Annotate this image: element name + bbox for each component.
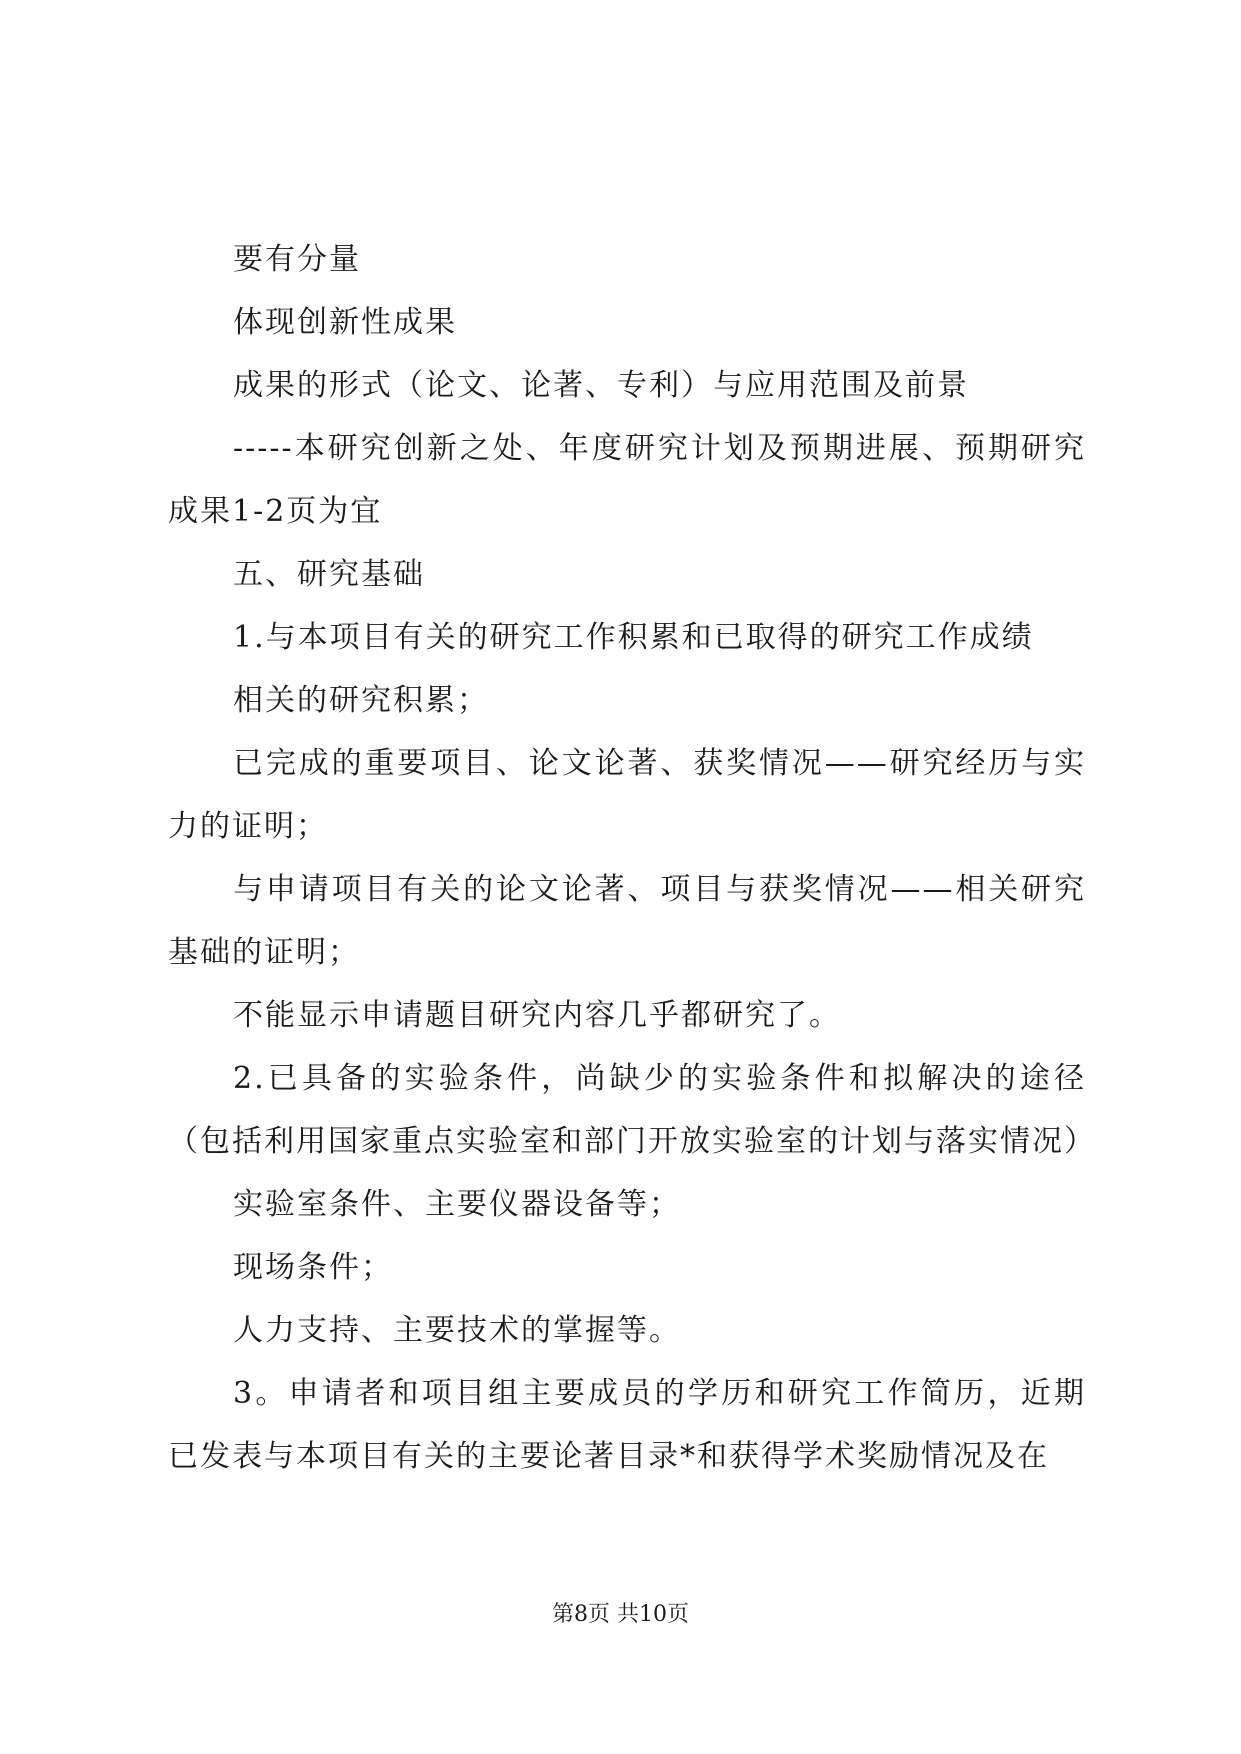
paragraph: 实验室条件、主要仪器设备等； — [233, 1187, 681, 1222]
paragraph: 1.与本项目有关的研究工作积累和已取得的研究工作成绩 — [233, 620, 1034, 655]
page-number-label: 第8页 共10页 — [552, 1602, 689, 1627]
paragraph: 现场条件； — [233, 1250, 393, 1285]
paragraph: 体现创新性成果 — [233, 305, 457, 340]
paragraph: 已完成的重要项目、论文论著、获奖情况——研究经历与实力的证明； — [168, 746, 1086, 844]
paragraph: 人力支持、主要技术的掌握等。 — [233, 1313, 681, 1348]
paragraph: 要有分量 — [233, 242, 361, 277]
paragraph: 与申请项目有关的论文论著、项目与获奖情况——相关研究基础的证明； — [168, 872, 1086, 970]
document-body — [168, 228, 1096, 1488]
paragraph: 不能显示申请题目研究内容几乎都研究了。 — [233, 998, 841, 1033]
paragraph: 2.已具备的实验条件，尚缺少的实验条件和拟解决的途径（包括利用国家重点实验室和部门开放实验室的计划与落实情况） — [168, 1061, 1096, 1159]
paragraph: -----本研究创新之处、年度研究计划及预期进展、预期研究成果1-2页为宜 — [168, 431, 1086, 529]
paragraph: 相关的研究积累； — [233, 683, 489, 718]
paragraph: 成果的形式（论文、论著、专利）与应用范围及前景 — [233, 368, 969, 403]
paragraph: 3。申请者和项目组主要成员的学历和研究工作简历，近期已发表与本项目有关的主要论著目录*和获得学术奖励情况及在 — [168, 1376, 1086, 1474]
page-footer — [0, 1600, 1241, 1630]
section-heading: 五、研究基础 — [233, 557, 425, 592]
